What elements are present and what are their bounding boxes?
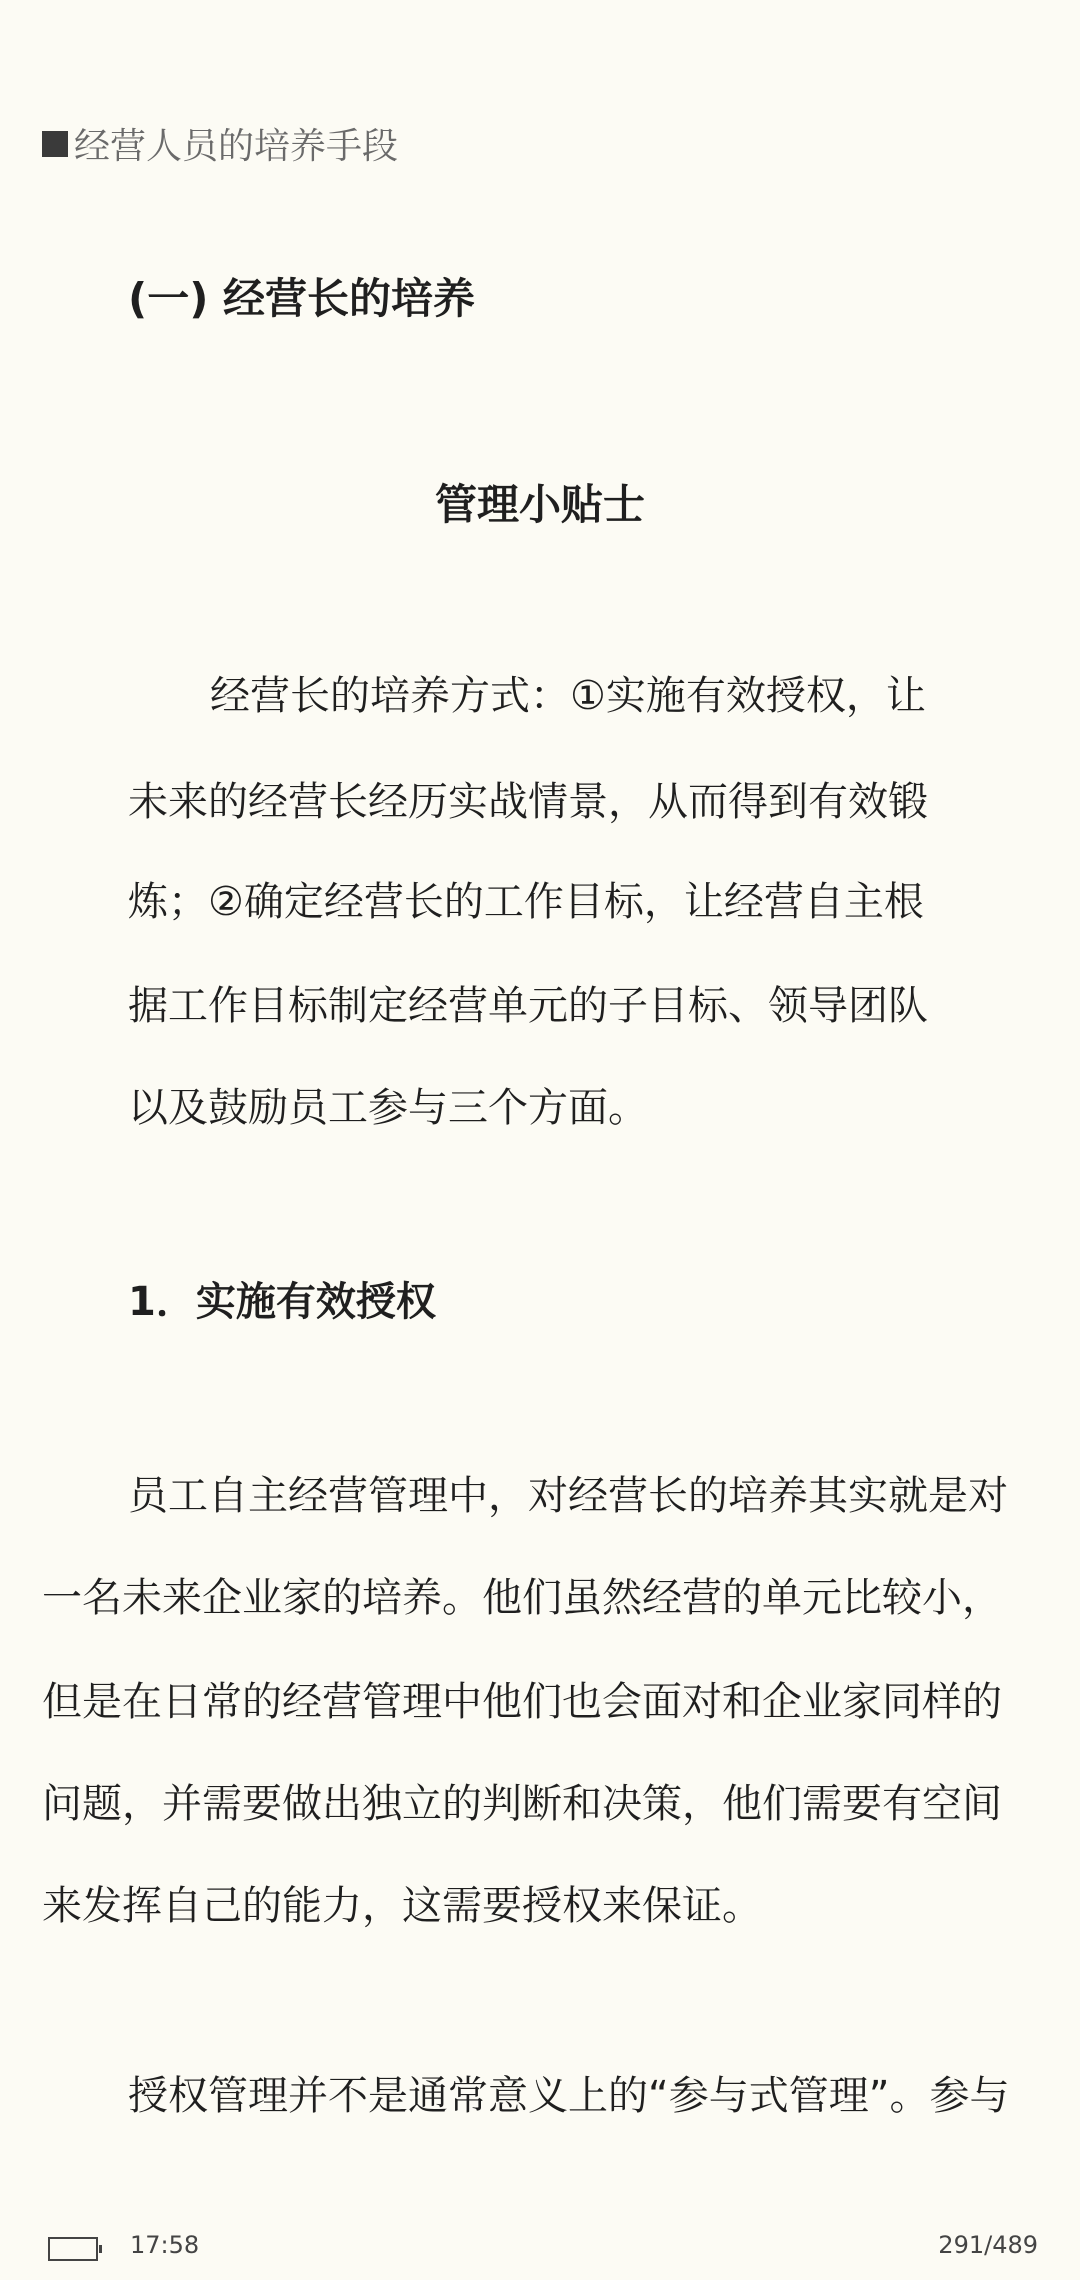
chapter-header <box>42 118 398 169</box>
tips-title: 管理小贴士 <box>434 480 645 529</box>
tips-line: 炼；②确定经营长的工作目标，让经营自主根 <box>128 879 924 925</box>
battery-icon <box>48 2237 98 2261</box>
body-line: 授权管理并不是通常意义上的“参与式管理”。参与 <box>128 2073 1010 2119</box>
tips-line: 未来的经营长经历实战情景，从而得到有效锻 <box>128 779 928 825</box>
page-indicator: 291/489 <box>938 2231 1038 2259</box>
body-line: 但是在日常的经营管理中他们也会面对和企业家同样的 <box>42 1679 1002 1725</box>
chapter-header-title: 经营人员的培养手段 <box>74 126 399 167</box>
subheading: 1．实施有效授权 <box>128 1279 436 1325</box>
status-bar <box>0 2225 1080 2265</box>
square-bullet-icon <box>42 131 68 157</box>
body-line: 员工自主经营管理中，对经营长的培养其实就是对 <box>128 1473 1008 1519</box>
section-title: (一) 经营长的培养 <box>128 274 476 323</box>
body-line: 一名未来企业家的培养。他们虽然经营的单元比较小， <box>42 1575 1002 1621</box>
status-time: 17:58 <box>130 2231 200 2259</box>
body-line: 问题，并需要做出独立的判断和决策，他们需要有空间 <box>42 1781 1002 1827</box>
body-line: 来发挥自己的能力，这需要授权来保证。 <box>42 1883 762 1929</box>
tips-line: 以及鼓励员工参与三个方面。 <box>128 1085 648 1131</box>
tips-line: 据工作目标制定经营单元的子目标、领导团队 <box>128 983 928 1029</box>
tips-line: 经营长的培养方式：①实施有效授权，让 <box>210 673 926 719</box>
